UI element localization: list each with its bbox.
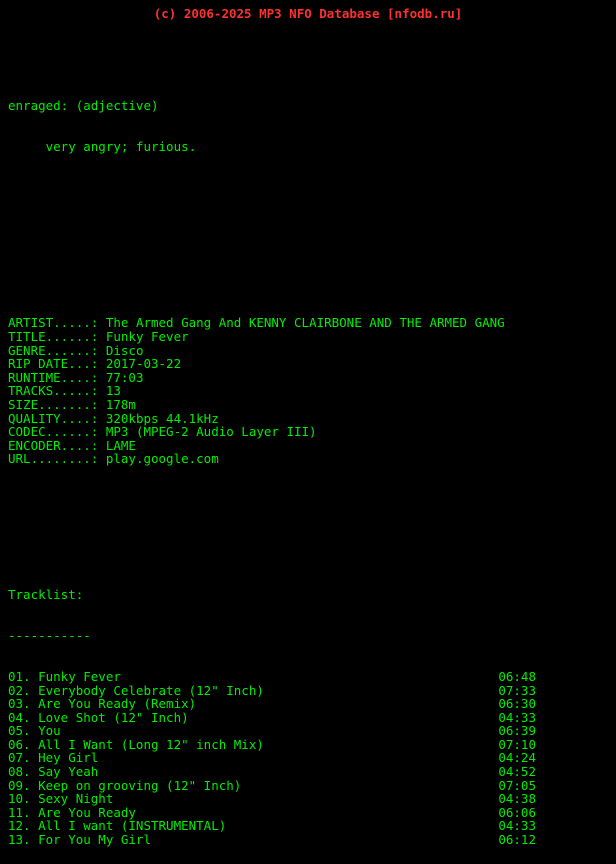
track-duration: 06:39 — [498, 723, 536, 739]
info-row — [8, 357, 608, 371]
track-row — [8, 833, 536, 847]
info-value: 13 — [105, 383, 121, 399]
track-duration: 04:38 — [498, 791, 536, 807]
info-label: TRACKS.....: — [8, 383, 106, 399]
track-duration: 04:33 — [498, 709, 536, 725]
track-title: 04. Love Shot (12" Inch) — [8, 709, 189, 725]
track-duration: 06:06 — [498, 804, 536, 820]
tracklist-block — [8, 561, 608, 864]
info-row — [8, 412, 608, 426]
info-label: ENCODER....: — [8, 437, 106, 453]
track-title: 13. For You My Girl — [8, 832, 151, 848]
info-value: Funky Fever — [105, 329, 189, 345]
info-label: CODEC......: — [8, 424, 106, 440]
track-duration: 04:52 — [498, 764, 536, 780]
info-value: The Armed Gang And KENNY CLAIRBONE AND THE ARMED GANG — [105, 315, 505, 331]
info-row — [8, 425, 608, 439]
info-row — [8, 384, 608, 398]
track-row — [8, 792, 536, 806]
track-row — [8, 670, 536, 684]
track-title: 07. Hey Girl — [8, 750, 99, 766]
track-duration: 06:48 — [498, 668, 536, 684]
info-value: 320kbps 44.1kHz — [105, 410, 219, 426]
definition-term: enraged: (adjective) — [8, 97, 159, 113]
track-title: 11. Are You Ready — [8, 804, 136, 820]
tracklist-heading: Tracklist: — [8, 587, 84, 603]
track-title: 06. All I Want (Long 12" inch Mix) — [8, 736, 264, 752]
spacer-1 — [8, 221, 608, 235]
info-row — [8, 371, 608, 385]
track-row — [8, 684, 536, 698]
track-title: 03. Are You Ready (Remix) — [8, 696, 197, 712]
info-row — [8, 398, 608, 412]
track-duration: 04:24 — [498, 750, 536, 766]
track-row — [8, 819, 536, 833]
track-duration: 06:12 — [498, 832, 536, 848]
track-row — [8, 711, 536, 725]
track-row — [8, 765, 536, 779]
spacer-3 — [8, 507, 608, 521]
info-row — [8, 330, 608, 344]
track-duration: 04:33 — [498, 818, 536, 834]
info-label: QUALITY....: — [8, 410, 106, 426]
track-duration: 07:05 — [498, 777, 536, 793]
info-value: 2017-03-22 — [105, 356, 182, 372]
release-info-block — [8, 316, 608, 466]
track-title: 09. Keep on grooving (12" Inch) — [8, 777, 242, 793]
info-label: SIZE.......: — [8, 397, 106, 413]
info-value: 178m — [105, 397, 136, 413]
track-title: 01. Funky Fever — [8, 668, 121, 684]
tracklist-rows — [8, 670, 608, 847]
info-label: ARTIST.....: — [8, 315, 106, 331]
info-row — [8, 439, 608, 453]
info-row — [8, 344, 608, 358]
info-value: 77:03 — [105, 369, 144, 385]
track-title: 08. Say Yeah — [8, 764, 99, 780]
info-label: RUNTIME....: — [8, 369, 106, 385]
track-title: 12. All I want (INSTRUMENTAL) — [8, 818, 227, 834]
track-title: 10. Sexy Night — [8, 791, 114, 807]
track-title: 05. You — [8, 723, 61, 739]
page-title: (c) 2006-2025 MP3 NFO Database [nfodb.ru] — [153, 6, 463, 21]
definition-block — [8, 72, 608, 181]
track-row — [8, 779, 536, 793]
tracklist-underline: ----------- — [8, 628, 91, 644]
info-value: Disco — [105, 342, 144, 358]
definition-meaning: very angry; furious. — [8, 138, 197, 154]
info-row — [8, 316, 608, 330]
info-value: LAME — [105, 437, 136, 453]
info-label: TITLE......: — [8, 329, 106, 345]
track-row — [8, 697, 536, 711]
track-duration: 07:10 — [498, 736, 536, 752]
track-row — [8, 806, 536, 820]
info-value: MP3 (MPEG-2 Audio Layer III) — [105, 424, 317, 440]
track-row — [8, 751, 536, 765]
track-title: 02. Everybody Celebrate (12" Inch) — [8, 682, 264, 698]
info-label: GENRE......: — [8, 342, 106, 358]
track-row — [8, 724, 536, 738]
track-duration: 06:30 — [498, 696, 536, 712]
nfo-body — [8, 31, 608, 864]
spacer-2 — [8, 262, 608, 276]
info-label: URL........: — [8, 451, 106, 467]
info-value: play.google.com — [105, 451, 219, 467]
track-row — [8, 738, 536, 752]
track-duration: 07:33 — [498, 682, 536, 698]
info-label: RIP DATE...: — [8, 356, 106, 372]
info-row — [8, 452, 608, 466]
